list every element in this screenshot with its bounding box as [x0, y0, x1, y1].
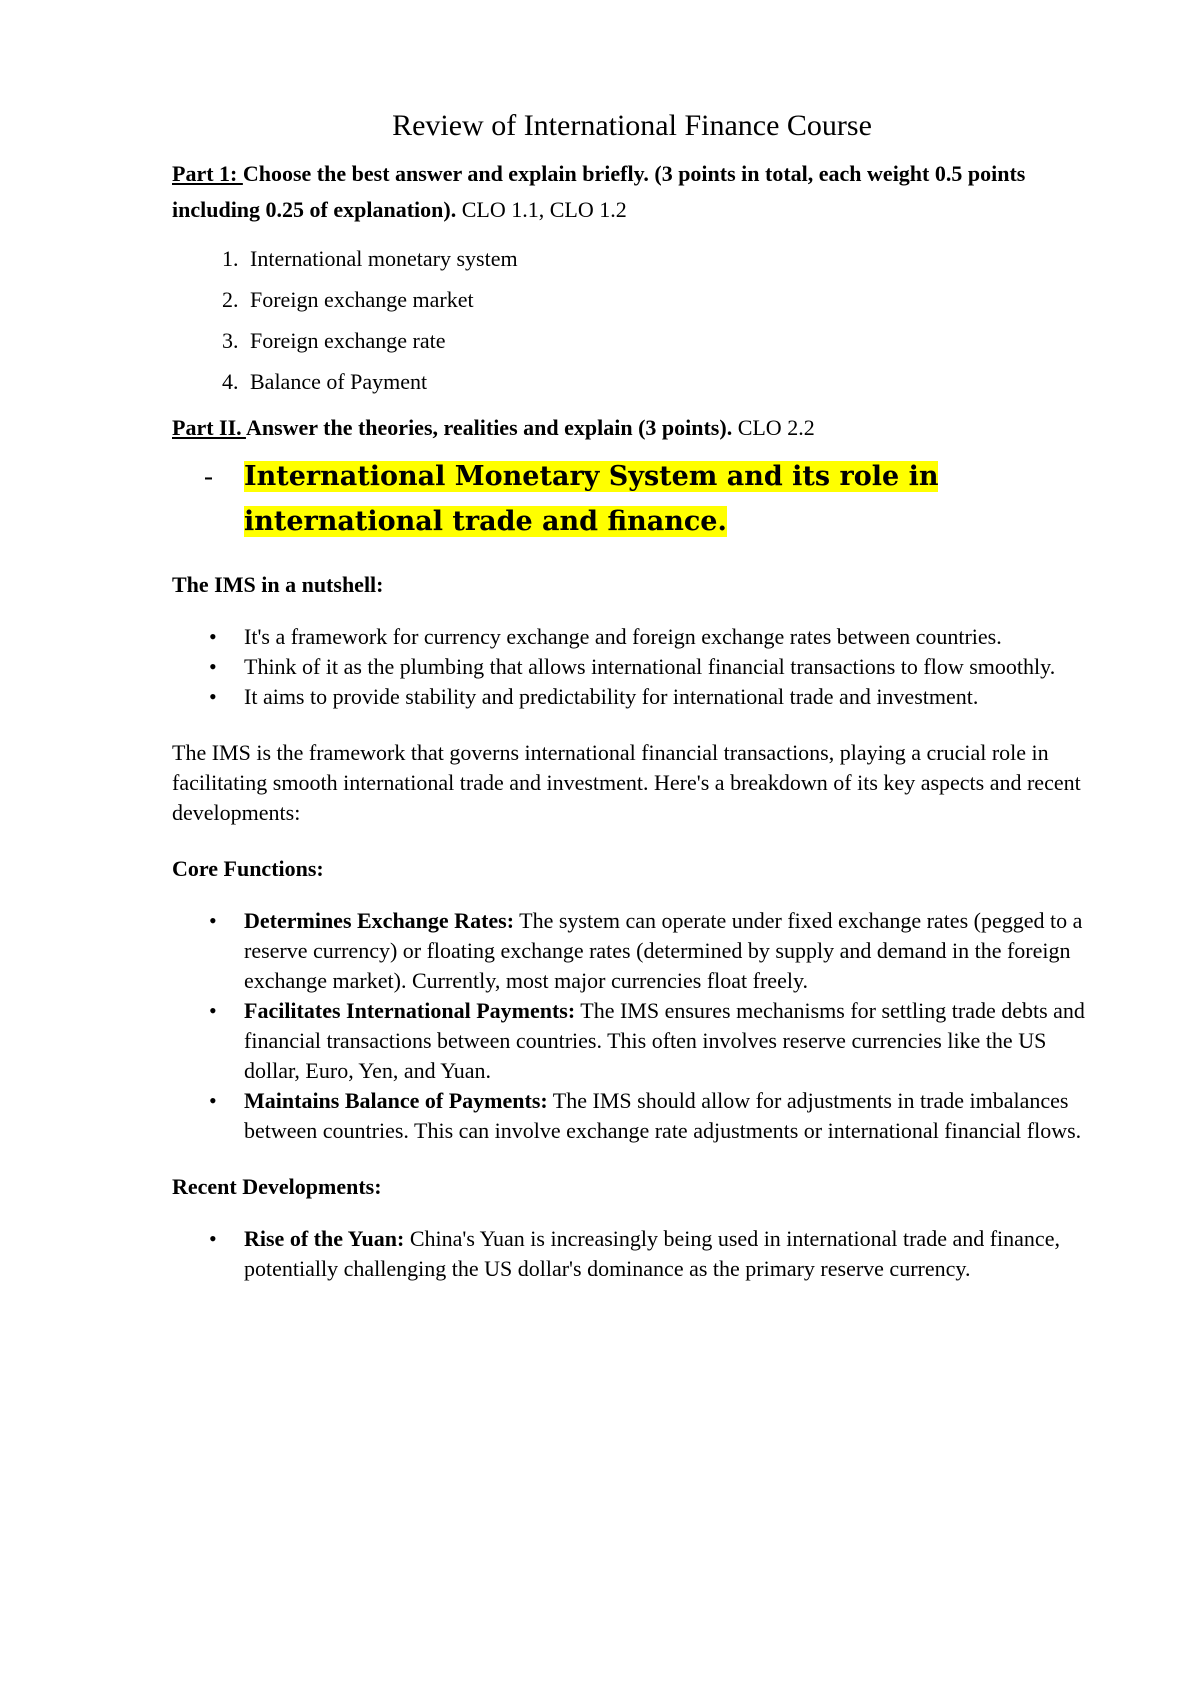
- nutshell-heading: The IMS in a nutshell:: [172, 572, 384, 597]
- bullet-icon: •: [209, 654, 217, 679]
- part1-label: Part 1:: [172, 161, 243, 186]
- part1-clo: CLO 1.1, CLO 1.2: [456, 197, 627, 222]
- list-item: 2. Foreign exchange market: [244, 279, 1092, 320]
- bullet-term: Facilitates International Payments:: [244, 998, 576, 1023]
- part2-clo: CLO 2.2: [732, 415, 815, 440]
- list-item: [209, 1224, 1092, 1284]
- core-functions-list: [172, 906, 1092, 1146]
- recent-developments-heading: Recent Developments:: [172, 1174, 382, 1199]
- list-item: 4. Balance of Payment: [244, 361, 1092, 402]
- highlighted-topic: [172, 454, 1092, 544]
- part2-heading: [172, 410, 1092, 446]
- list-item: [209, 996, 1092, 1086]
- bullet-icon: •: [209, 1088, 217, 1113]
- bullet-term: Maintains Balance of Payments:: [244, 1088, 548, 1113]
- dash-marker: -: [204, 461, 213, 491]
- list-item: 1. International monetary system: [244, 238, 1092, 279]
- list-item: [209, 1086, 1092, 1146]
- bullet-text: The IMS should allow for adjustments in trade imbalances between countries. This can involve exchange rate adjustments or international financial flows.: [244, 1088, 1082, 1143]
- bullet-icon: •: [209, 908, 217, 933]
- bullet-icon: •: [209, 624, 217, 649]
- bullet-text: China's Yuan is increasingly being used in international trade and finance, potentially challenging the US dollar's dominance as the primary reserve currency.: [244, 1226, 1060, 1281]
- list-item: 3. Foreign exchange rate: [244, 320, 1092, 361]
- document-title: Review of International Finance Course: [392, 109, 872, 142]
- bullet-icon: •: [209, 998, 217, 1023]
- nutshell-bullet-list: [172, 622, 1092, 712]
- part1-topic-list: [172, 238, 1092, 402]
- list-item: [209, 652, 1092, 682]
- bullet-text: The IMS ensures mechanisms for settling trade debts and financial transactions between countries. This often involves reserve currencies like the US dollar, Euro, Yen, and Yuan.: [244, 998, 1085, 1083]
- bullet-text: It aims to provide stability and predictability for international trade and investment.: [244, 684, 979, 709]
- list-item: [209, 906, 1092, 996]
- bullet-text: It's a framework for currency exchange and foreign exchange rates between countries.: [244, 624, 1002, 649]
- bullet-term: Determines Exchange Rates:: [244, 908, 515, 933]
- bullet-icon: •: [209, 1226, 217, 1251]
- list-item: [209, 622, 1092, 652]
- document-page: [172, 108, 1092, 1284]
- part1-instructions: Choose the best answer and explain briefly. (3 points in total, each weight 0.5 points including 0.25 of explanation).: [172, 161, 1026, 222]
- recent-developments-list: [172, 1224, 1092, 1284]
- bullet-icon: •: [209, 684, 217, 709]
- bullet-text: Think of it as the plumbing that allows international financial transactions to flow smoothly.: [244, 654, 1056, 679]
- part1-heading: [172, 156, 1092, 228]
- intro-paragraph: The IMS is the framework that governs international financial transactions, playing a crucial role in facilitating smooth international trade and investment. Here's a breakdown of its key aspects and recent developments:: [172, 740, 1081, 825]
- highlighted-topic-text: International Monetary System and its role in international trade and finance.: [244, 461, 939, 537]
- bullet-text: The system can operate under fixed exchange rates (pegged to a reserve currency) or floating exchange rates (determined by supply and demand in the foreign exchange market). Currently, most major currencies float freely.: [244, 908, 1083, 993]
- bullet-term: Rise of the Yuan:: [244, 1226, 405, 1251]
- part2-instructions: Answer the theories, realities and explain (3 points).: [245, 415, 733, 440]
- core-functions-heading: Core Functions:: [172, 856, 324, 881]
- list-item: [209, 682, 1092, 712]
- part2-label: Part II.: [172, 415, 246, 440]
